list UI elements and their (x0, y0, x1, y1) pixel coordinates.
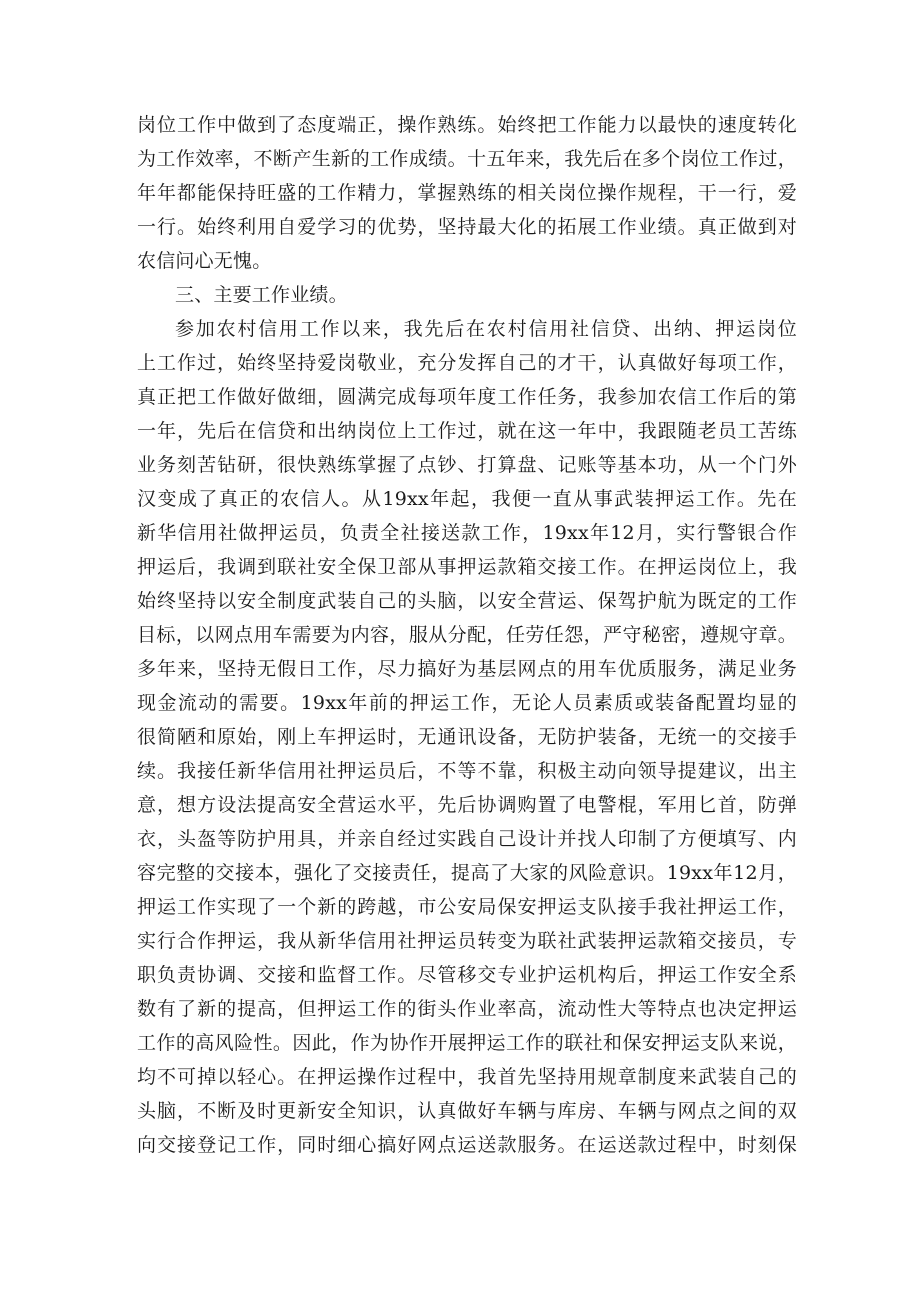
text-line: 多年来，坚持无假日工作，尽力搞好为基层网点的用车优质服务，满足业务 (137, 658, 797, 680)
text-line: 容完整的交接本，强化了交接责任，提高了大家的风险意识。19xx年12月， (137, 862, 797, 884)
text-line: 意，想方设法提高安全营运水平，先后协调购置了电警棍，军用匕首，防弹 (137, 794, 797, 816)
paragraph (137, 312, 797, 1162)
text-line: 参加农村信用工作以来，我先后在农村信用社信贷、出纳、押运岗位 (175, 318, 797, 340)
section-heading: 三、主要工作业绩。 (175, 284, 348, 306)
text-line: 岗位工作中做到了态度端正，操作熟练。始终把工作能力以最快的速度转化 (137, 114, 797, 136)
paragraph (137, 108, 797, 278)
document-body (137, 108, 797, 1162)
text-line: 职负责协调、交接和监督工作。尽管移交专业护运机构后，押运工作安全系 (137, 964, 797, 986)
text-line: 均不可掉以轻心。在押运操作过程中，我首先坚持用规章制度来武装自己的 (137, 1066, 797, 1088)
text-line: 押运后，我调到联社安全保卫部从事押运款箱交接工作。在押运岗位上，我 (137, 556, 797, 578)
text-line: 业务刻苦钻研，很快熟练掌握了点钞、打算盘、记账等基本功，从一个门外 (137, 454, 797, 476)
text-line: 一行。始终利用自爱学习的优势，坚持最大化的拓展工作业绩。真正做到对 (137, 216, 797, 238)
text-line: 头脑，不断及时更新安全知识，认真做好车辆与库房、车辆与网点之间的双 (137, 1100, 797, 1122)
text-line: 目标，以网点用车需要为内容，服从分配，任劳任怨，严守秘密，遵规守章。 (137, 624, 797, 646)
text-line: 农信问心无愧。 (137, 250, 272, 272)
text-line: 为工作效率，不断产生新的工作成绩。十五年来，我先后在多个岗位工作过， (137, 148, 797, 170)
text-line: 汉变成了真正的农信人。从19xx年起，我便一直从事武装押运工作。先在 (137, 488, 797, 510)
text-line: 现金流动的需要。19xx年前的押运工作，无论人员素质或装备配置均显的 (137, 692, 797, 714)
text-line: 新华信用社做押运员，负责全社接送款工作，19xx年12月，实行警银合作 (137, 522, 797, 544)
text-line: 数有了新的提高，但押运工作的街头作业率高，流动性大等特点也决定押运 (137, 998, 797, 1020)
text-line: 衣，头盔等防护用具，并亲自经过实践自己设计并找人印制了方便填写、内 (137, 828, 797, 850)
text-line: 一年，先后在信贷和出纳岗位上工作过，就在这一年中，我跟随老员工苦练 (137, 420, 797, 442)
text-line: 很简陋和原始，刚上车押运时，无通讯设备，无防护装备，无统一的交接手 (137, 726, 797, 748)
text-line: 押运工作实现了一个新的跨越，市公安局保安押运支队接手我社押运工作， (137, 896, 797, 918)
text-line: 真正把工作做好做细，圆满完成每项年度工作任务，我参加农信工作后的第 (137, 386, 797, 408)
text-line: 上工作过，始终坚持爱岗敬业，充分发挥自己的才干，认真做好每项工作， (137, 352, 797, 374)
text-line: 向交接登记工作，同时细心搞好网点运送款服务。在运送款过程中，时刻保 (137, 1134, 797, 1156)
text-line: 续。我接任新华信用社押运员后，不等不靠，积极主动向领导提建议，出主 (137, 760, 797, 782)
text-line: 年年都能保持旺盛的工作精力，掌握熟练的相关岗位操作规程，干一行，爱 (137, 182, 797, 204)
text-line: 始终坚持以安全制度武装自己的头脑，以安全营运、保驾护航为既定的工作 (137, 590, 797, 612)
text-line: 实行合作押运，我从新华信用社押运员转变为联社武装押运款箱交接员，专 (137, 930, 797, 952)
text-line: 工作的高风险性。因此，作为协作开展押运工作的联社和保安押运支队来说， (137, 1032, 797, 1054)
